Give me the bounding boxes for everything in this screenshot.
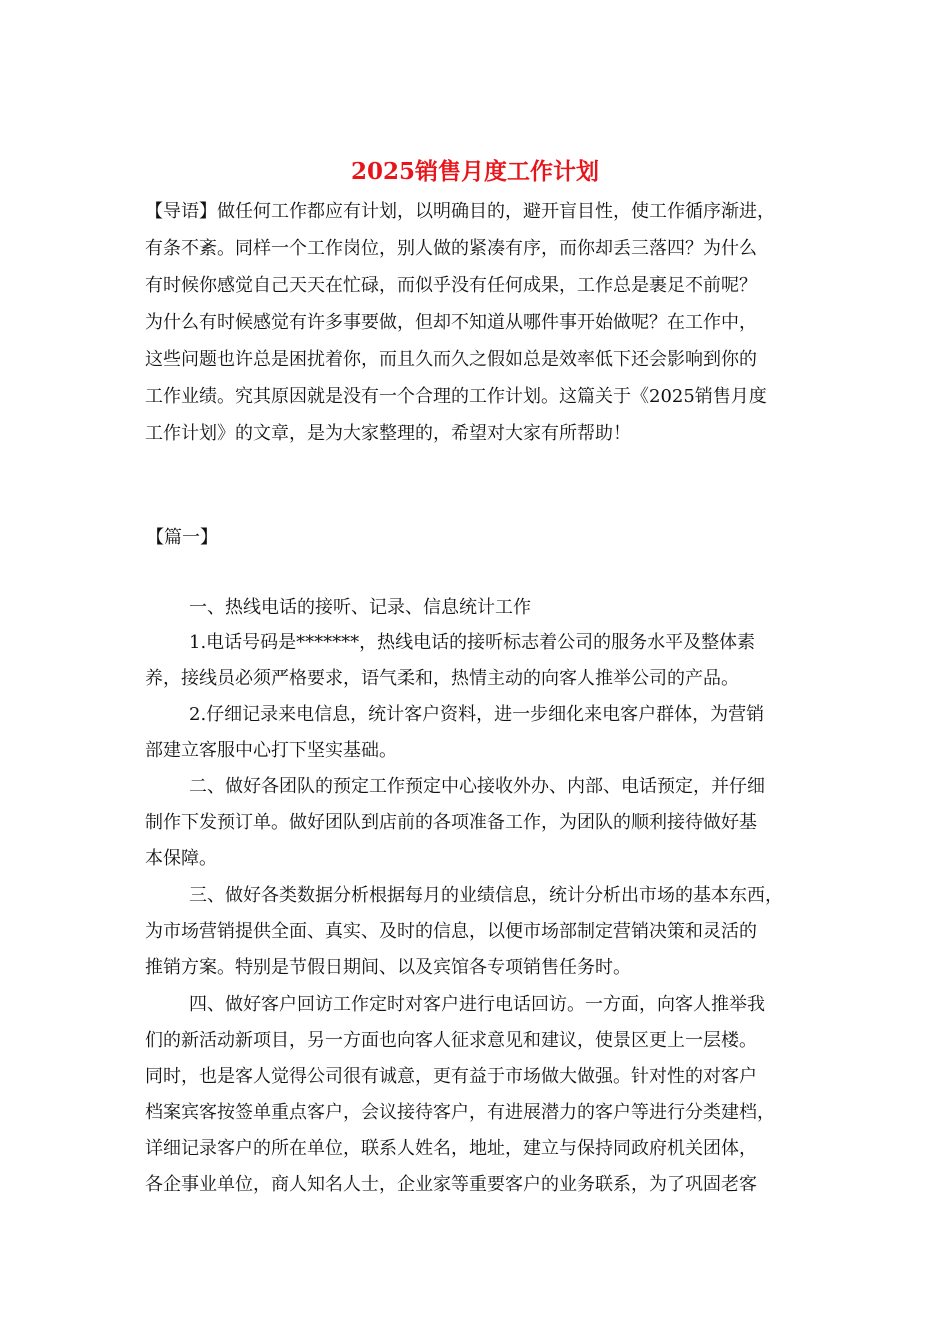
body-line: 详细记录客户的所在单位，联系人姓名，地址，建立与保持同政府机关团体， <box>145 1138 757 1159</box>
section-label: 【篇一】 <box>146 527 218 548</box>
body-line: 四、做好客户回访工作定时对客户进行电话回访。一方面，向客人推举我 <box>189 994 765 1015</box>
body-line: 部建立客服中心打下坚实基础。 <box>145 740 397 761</box>
body-line: 各企事业单位，商人知名人士，企业家等重要客户的业务联系，为了巩固老客 <box>145 1174 757 1195</box>
body-line: 二、做好各团队的预定工作预定中心接收外办、内部、电话预定，并仔细 <box>189 776 765 797</box>
document-title: 2025销售月度工作计划 <box>350 158 599 185</box>
body-line: 同时，也是客人觉得公司很有诚意，更有益于市场做大做强。针对性的对客户 <box>145 1066 757 1087</box>
body-line: 为市场营销提供全面、真实、及时的信息，以便市场部制定营销决策和灵活的 <box>145 921 757 942</box>
intro-line: 工作业绩。究其原因就是没有一个合理的工作计划。这篇关于《2025销售月度 <box>145 386 767 407</box>
intro-line: 有时候你感觉自己天天在忙碌，而似乎没有任何成果，工作总是裹足不前呢？ <box>145 275 757 296</box>
intro-line: 为什么有时候感觉有许多事要做，但却不知道从哪件事开始做呢？在工作中， <box>145 312 757 333</box>
body-line: 2.仔细记录来电信息，统计客户资料，进一步细化来电客户群体，为营销 <box>189 704 765 725</box>
body-line: 本保障。 <box>145 848 217 869</box>
body-line: 三、做好各类数据分析根据每月的业绩信息，统计分析出市场的基本东西， <box>189 885 783 906</box>
intro-line: 【导语】做任何工作都应有计划，以明确目的，避开盲目性，使工作循序渐进， <box>145 201 775 222</box>
heading-hotline: 一、热线电话的接听、记录、信息统计工作 <box>189 597 531 618</box>
intro-line: 这些问题也许总是困扰着你，而且久而久之假如总是效率低下还会影响到你的 <box>145 349 757 370</box>
body-line: 推销方案。特别是节假日期间、以及宾馆各专项销售任务时。 <box>145 957 631 978</box>
intro-line: 工作计划》的文章，是为大家整理的，希望对大家有所帮助！ <box>145 423 631 444</box>
body-line: 制作下发预订单。做好团队到店前的各项准备工作，为团队的顺利接待做好基 <box>145 812 757 833</box>
intro-line: 有条不紊。同样一个工作岗位，别人做的紧凑有序，而你却丢三落四？为什么 <box>145 238 757 259</box>
body-line: 1.电话号码是*******，热线电话的接听标志着公司的服务水平及整体素 <box>189 632 756 653</box>
body-line: 们的新活动新项目，另一方面也向客人征求意见和建议，使景区更上一层楼。 <box>145 1030 757 1051</box>
body-line: 档案宾客按签单重点客户，会议接待客户，有进展潜力的客户等进行分类建档， <box>145 1102 775 1123</box>
body-line: 养，接线员必须严格要求，语气柔和，热情主动的向客人推举公司的产品。 <box>145 668 739 689</box>
